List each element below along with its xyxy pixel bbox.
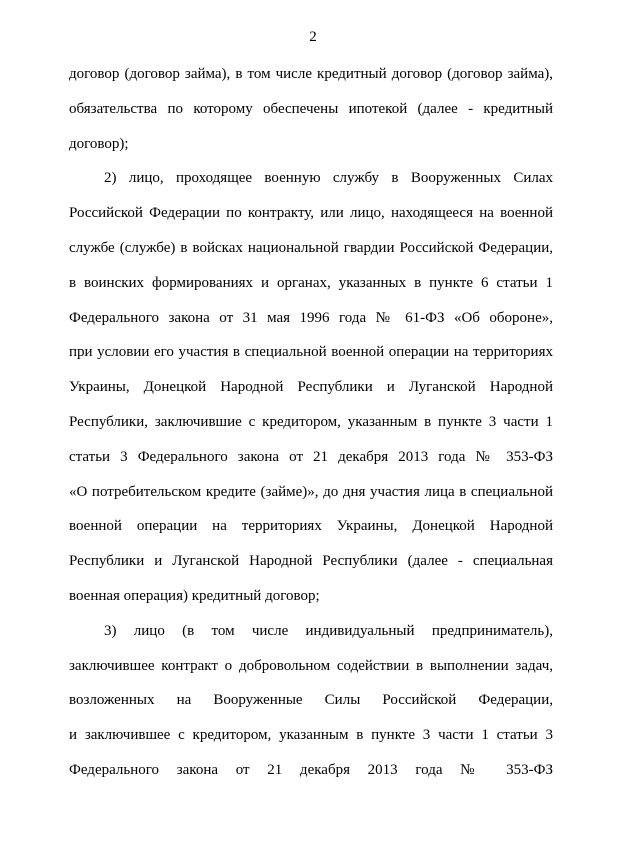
body-text — [69, 62, 553, 793]
text-line: договор); — [69, 135, 129, 152]
text-line: Республики, заключившие с кредитором, указанным в пункте 3 части 1 — [69, 413, 553, 430]
text-line: 3) лицо (в том числе индивидуальный предприниматель), — [104, 622, 553, 639]
text-line: Украины, Донецкой Народной Республики и Луганской Народной — [69, 379, 553, 396]
text-line: обязательства по которому обеспечены ипотекой (далее - кредитный — [69, 100, 553, 117]
text-line: службе (службе) в войсках национальной гвардии Российской Федерации, — [69, 239, 553, 256]
text-line: «О потребительском кредите (займе)», до дня участия лица в специальной — [69, 483, 553, 500]
text-line: заключившее контракт о добровольном содействии в выполнении задач, — [69, 657, 553, 674]
text-line: Федерального закона от 21 декабря 2013 года № 353-ФЗ — [69, 761, 553, 778]
text-line: статьи 3 Федерального закона от 21 декабря 2013 года № 353-ФЗ — [69, 448, 553, 465]
text-line: военной операции на территориях Украины, Донецкой Народной — [69, 518, 553, 535]
text-line: военная операция) кредитный договор; — [69, 587, 320, 604]
text-line: Российской Федерации по контракту, или лицо, находящееся на военной — [69, 205, 553, 222]
text-line: и заключившее с кредитором, указанным в пункте 3 части 1 статьи 3 — [69, 727, 553, 744]
text-line: возложенных на Вооруженные Силы Российской Федерации, — [69, 692, 553, 709]
text-line: 2) лицо, проходящее военную службу в Вооруженных Силах — [104, 170, 553, 187]
text-line: договор (договор займа), в том числе кредитный договор (договор займа), — [69, 66, 553, 82]
text-line: Федерального закона от 31 мая 1996 года № 61-ФЗ «Об обороне», — [69, 309, 553, 326]
text-line: в воинских формированиях и органах, указанных в пункте 6 статьи 1 — [69, 274, 553, 291]
page-number: 2 — [309, 29, 317, 45]
text-line: при условии его участия в специальной военной операции на территориях — [69, 344, 553, 361]
text-line: Республики и Луганской Народной Республики (далее - специальная — [69, 553, 553, 570]
